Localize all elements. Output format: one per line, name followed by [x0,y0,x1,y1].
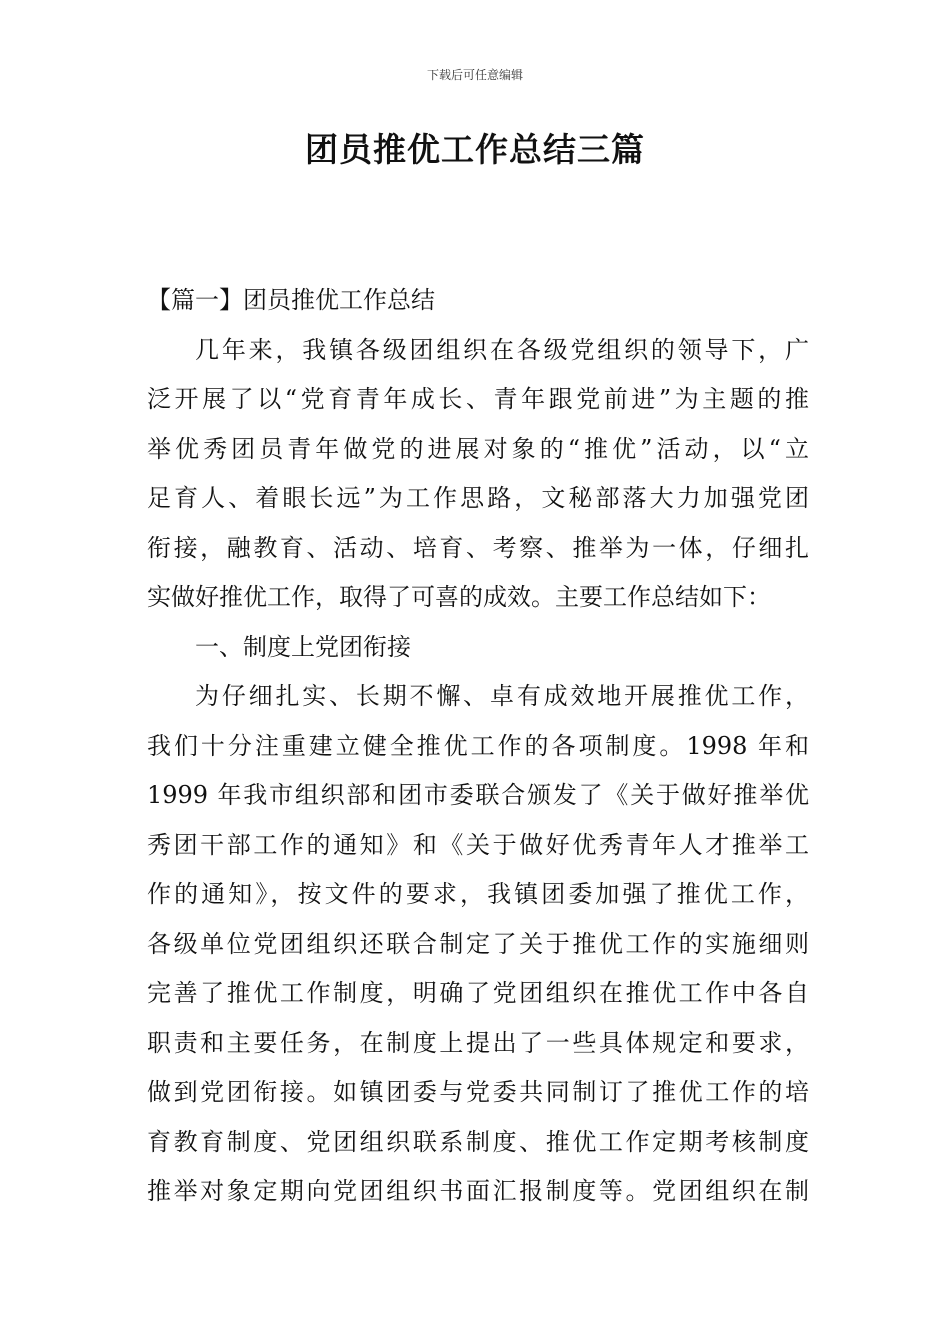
paragraph-line: 举优秀团员青年做党的进展对象的“推优”活动，以“立 [147,434,809,463]
document-body [147,276,809,1217]
paragraph-line: 育教育制度、党团组织联系制度、推优工作定期考核制度 [147,1127,809,1156]
paragraph-line: 几年来，我镇各级团组织在各级党组织的领导下，广 [195,335,809,364]
paragraph-line: 泛开展了以“党育青年成长、青年跟党前进”为主题的推 [147,385,809,413]
paragraph-line: 推举对象定期向党团组织书面汇报制度等。党团组织在制 [147,1177,809,1205]
subsection-heading: 一、制度上党团衔接 [195,632,411,661]
paragraph-line: 实做好推优工作，取得了可喜的成效。主要工作总结如下： [147,583,771,611]
paragraph-line: 1999 年我市组织部和团市委联合颁发了《关于做好推举优 [147,781,809,809]
paragraph-line: 我们十分注重建立健全推优工作的各项制度。1998 年和 [147,731,809,760]
document-title: 团员推优工作总结三篇 [305,130,645,169]
paragraph-line: 为仔细扎实、长期不懈、卓有成效地开展推优工作， [195,682,809,710]
paragraph-line: 完善了推优工作制度，明确了党团组织在推优工作中各自 [147,979,809,1007]
paragraph-line: 足育人、着眼长远”为工作思路，文秘部落大力加强党团 [147,484,809,512]
header-note: 下载后可任意编辑 [426,68,523,82]
paragraph-line: 做到党团衔接。如镇团委与党委共同制订了推优工作的培 [147,1078,809,1106]
paragraph-line: 各级单位党团组织还联合制定了关于推优工作的实施细则 [147,929,809,958]
section-heading: 【篇一】团员推优工作总结 [147,286,435,314]
paragraph-line: 衔接，融教育、活动、培育、考察、推举为一体，仔细扎 [147,533,809,562]
paragraph-line: 职责和主要任务，在制度上提出了一些具体规定和要求， [147,1028,809,1057]
paragraph-line: 作的通知》，按文件的要求，我镇团委加强了推优工作， [147,880,809,908]
paragraph-line: 秀团干部工作的通知》和《关于做好优秀青年人才推举工 [147,830,809,859]
